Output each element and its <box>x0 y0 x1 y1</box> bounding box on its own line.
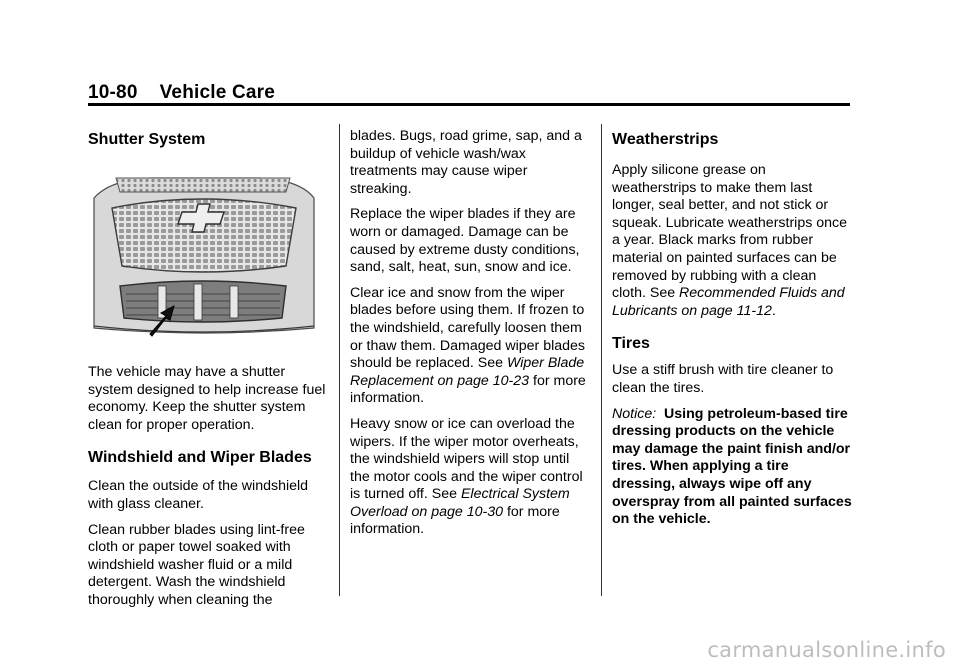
weatherstrips-heading: Weatherstrips <box>612 131 719 148</box>
electrical-overload-link[interactable]: Electrical System Overload on page 10-30 <box>350 486 570 520</box>
wiper-blade-replacement-link[interactable]: Wiper Blade Replacement on page 10-23 <box>350 355 585 389</box>
wiper-paragraph-4-tail: for more information. <box>350 503 560 538</box>
windshield-heading: Windshield and Wiper Blades <box>88 449 312 467</box>
windshield-paragraph-1: Clean the outside of the windshield with glass cleaner. <box>88 478 309 512</box>
header-rule <box>88 103 850 106</box>
weatherstrips-tail: . <box>771 302 776 319</box>
wiper-paragraph-4-text: Heavy snow or ice can overload the wipers. If the wiper motor overheats, the windshield wipers will stop until the motor cools and the wiper control is turned off. See <box>350 415 583 503</box>
wiper-paragraph-4 <box>350 416 590 539</box>
column-2 <box>350 128 590 547</box>
tires-paragraph: Use a stiff brush with tire cleaner to clean the tires. <box>612 362 834 396</box>
wiper-paragraph-3 <box>350 285 590 408</box>
page-header <box>88 82 275 104</box>
shutter-system-illustration <box>90 168 316 338</box>
column-divider-1 <box>339 124 340 596</box>
column-divider-2 <box>601 124 602 596</box>
weatherstrips-paragraph <box>612 162 852 320</box>
weatherstrips-text: Apply silicone grease on weatherstrips to make them last longer, seal better, and not stick or squeak. Lubricate weatherstrips once a year. Black marks from rubber material on painted surfaces can be removed by rubbing with a clean cloth. See <box>612 162 848 302</box>
column-3 <box>612 128 852 537</box>
column-1 <box>88 128 326 618</box>
windshield-paragraph-2: Clean rubber blades using lint-free cloth or paper towel soaked with windshield washer fluid or a mild detergent. Wash the windshield thoroughly when cleaning the <box>88 521 305 608</box>
wiper-paragraph-2: Replace the wiper blades if they are worn or damaged. Damage can be caused by extreme dusty conditions, sand, salt, heat, sun, snow and ice. <box>350 206 580 276</box>
notice-label: Notice: <box>612 405 657 422</box>
page-number: 10-80 <box>88 82 138 103</box>
wiper-paragraph-3-tail: for more information. <box>350 372 586 407</box>
wiper-paragraph-1: blades. Bugs, road grime, sap, and a buildup of vehicle wash/wax treatments may cause wiper streaking. <box>350 128 582 197</box>
watermark: carmanualsonline.info <box>707 638 946 662</box>
shutter-system-paragraph: The vehicle may have a shutter system designed to help increase fuel economy. Keep the shutter system clean for proper operation. <box>88 364 326 433</box>
notice-paragraph <box>612 406 852 529</box>
notice-text: Using petroleum-based tire dressing products on the vehicle may damage the paint finish and/or tires. When applying a tire dressing, always wipe off any overspray from all painted surfaces on the vehicle. <box>612 405 852 528</box>
section-title: Vehicle Care <box>159 82 276 103</box>
wiper-paragraph-3-text: Clear ice and snow from the wiper blades before using them. If frozen to the windshield, carefully loosen them or thaw them. Damaged wiper blades should be replaced. See <box>350 284 586 372</box>
shutter-system-heading: Shutter System <box>88 131 206 148</box>
tires-heading: Tires <box>612 335 650 353</box>
recommended-fluids-link[interactable]: Recommended Fluids and Lubricants on page 11-12 <box>612 285 845 319</box>
